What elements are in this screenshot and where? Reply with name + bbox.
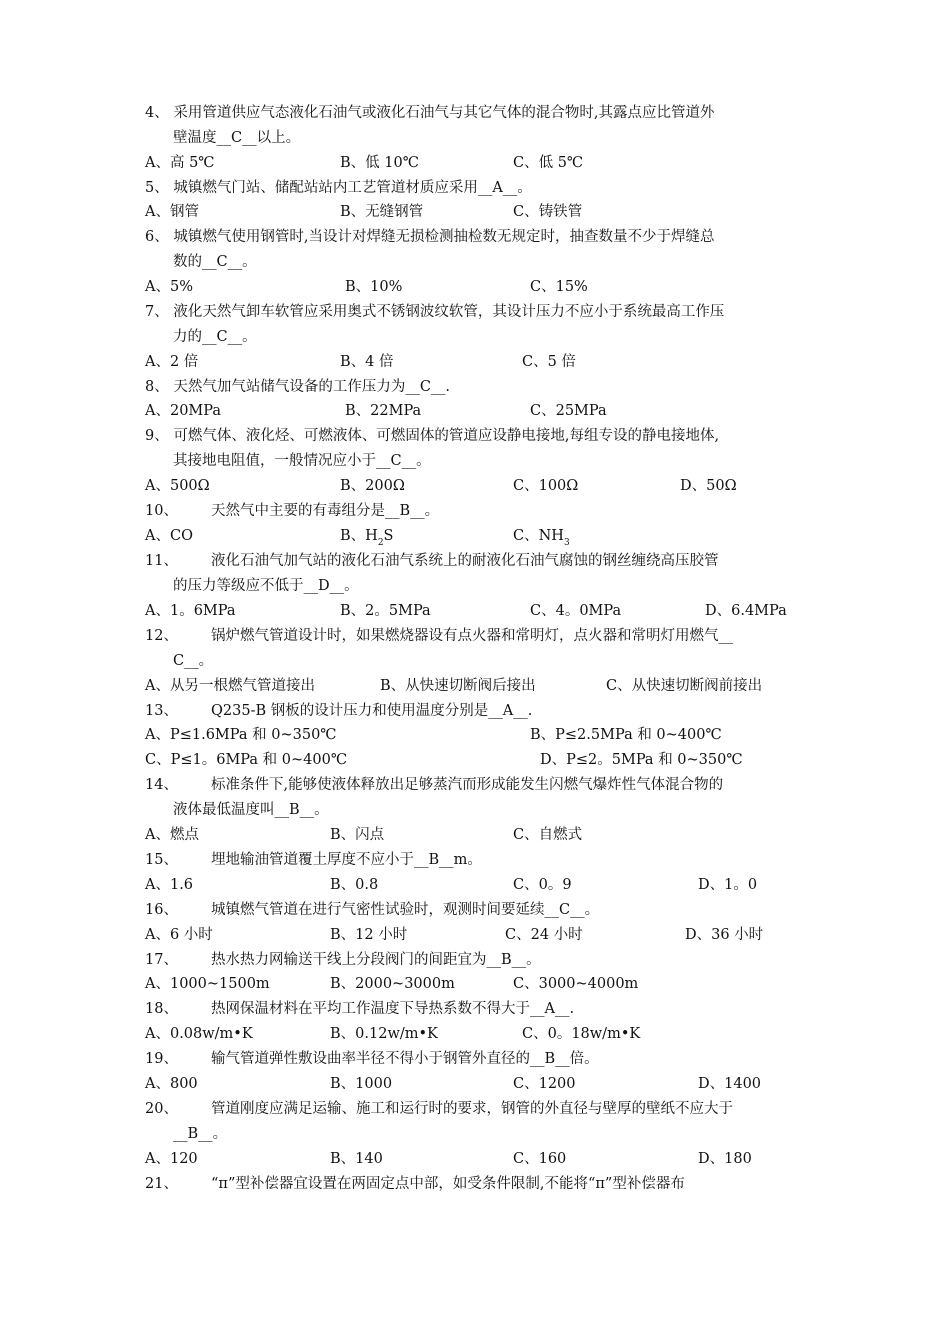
q19-option-a: A、800 [145,1076,198,1092]
q10-option-b-text: B、H [340,528,378,544]
q9-option-a: A、500Ω [145,478,210,494]
q17-option-c: C、3000~4000m [513,976,639,992]
q16-option-c: C、24 小时 [505,927,583,943]
question-13-text: Q235-B 钢板的设计压力和使用温度分别是__A__. [211,703,533,719]
q15-option-a: A、1.6 [145,877,194,893]
question-12-line-2: C__。 [173,653,214,669]
question-13-number: 13、 [145,703,178,719]
q4-option-a: A、高 5℃ [145,155,215,171]
q16-option-b: B、12 小时 [330,927,408,943]
q11-option-b: B、2。5MPa [340,603,431,619]
q18-option-a: A、0.08w/m•K [145,1026,253,1042]
question-9-line-2: 其接地电阻值，一般情况应小于__C__。 [173,453,431,469]
question-18-number: 18、 [145,1001,178,1017]
q19-option-c: C、1200 [513,1076,576,1092]
question-16-number: 16、 [145,902,178,918]
q20-option-c: C、160 [513,1151,567,1167]
question-9-line-1: 9、 可燃气体、液化烃、可燃液体、可燃固体的管道应设静电接地,每组专设的静电接地体, [145,428,720,444]
question-12-number: 12、 [145,628,178,644]
question-11-text: 液化石油气加气站的液化石油气系统上的耐液化石油气腐蚀的钢丝缠绕高压胶管 [211,553,719,569]
question-7-line-2: 力的__C__。 [173,329,257,345]
q14-option-c: C、自燃式 [513,827,583,843]
q10-option-b-subscript: 2 [377,538,384,548]
q7-option-a: A、2 倍 [145,354,199,370]
q11-option-c: C、4。0MPa [530,603,622,619]
q5-option-a: A、钢管 [145,204,199,220]
q10-option-c-text: C、NH [513,528,564,544]
q18-option-c: C、0。18w/m•K [522,1026,641,1042]
q5-option-b: B、无缝钢管 [340,204,424,220]
question-8-line-1: 8、 天然气加气站储气设备的工作压力为__C__. [145,379,451,395]
question-4-line-1: 4、 采用管道供应气态液化石油气或液化石油气与其它气体的混合物时,其露点应比管道外 [145,105,715,121]
q4-option-c: C、低 5℃ [513,155,584,171]
question-21-line-1 [145,1174,685,1194]
q13-option-d: D、P≤2。5MPa 和 0~350℃ [540,752,743,768]
q8-option-b: B、22MPa [345,403,422,419]
question-20-line-1 [145,1099,733,1119]
q14-option-b: B、闪点 [330,827,385,843]
question-20-text: 管道刚度应满足运输、施工和运行时的要求，钢管的外直径与壁厚的壁纸不应大于 [211,1101,733,1117]
q11-option-a: A、1。6MPa [145,603,236,619]
question-13-line-1 [145,701,532,721]
question-14-line-1 [145,775,723,795]
q8-option-a: A、20MPa [145,403,222,419]
question-5-line-1: 5、 城镇燃气门站、储配站站内工艺管道材质应采用__A__。 [145,180,532,196]
question-17-text: 热水热力网输送干线上分段阀门的间距宜为__B__。 [211,952,541,968]
question-6-line-1: 6、 城镇燃气使用钢管时,当设计对焊缝无损检测抽检数无规定时，抽查数量不少于焊缝总 [145,229,715,245]
q9-option-d: D、50Ω [680,478,737,494]
q14-option-a: A、燃点 [145,827,199,843]
q17-option-a: A、1000~1500m [145,976,270,992]
question-15-number: 15、 [145,852,178,868]
question-16-text: 城镇燃气管道在进行气密性试验时，观测时间要延续__C__。 [211,902,600,918]
q4-option-b: B、低 10℃ [340,155,419,171]
q16-option-a: A、6 小时 [145,927,213,943]
q13-option-b: B、P≤2.5MPa 和 0~400℃ [530,727,722,743]
question-19-number: 19、 [145,1051,178,1067]
question-20-number: 20、 [145,1101,178,1117]
q20-option-d: D、180 [698,1151,752,1167]
q9-option-c: C、100Ω [513,478,579,494]
question-11-line-1 [145,551,719,571]
question-21-text: “π”型补偿器宜设置在两固定点中部，如受条件限制,不能将“π”型补偿器布 [211,1176,685,1192]
q12-option-a: A、从另一根燃气管道接出 [145,678,315,694]
q15-option-d: D、1。0 [698,877,758,893]
q9-option-b: B、200Ω [340,478,405,494]
q10-option-c [513,526,570,553]
question-12-line-1 [145,626,733,646]
q5-option-c: C、铸铁管 [513,204,583,220]
question-10-line-1 [145,501,439,521]
question-18-text: 热网保温材料在平均工作温度下导热系数不得大于__A__. [211,1001,575,1017]
q12-option-c: C、从快速切断阀前接出 [606,678,763,694]
q19-option-b: B、1000 [330,1076,393,1092]
q12-option-b: B、从快速切断阀后接出 [380,678,536,694]
q19-option-d: D、1400 [698,1076,762,1092]
q10-option-c-subscript: 3 [563,538,570,548]
q18-option-b: B、0.12w/m•K [330,1026,438,1042]
question-11-line-2: 的压力等级应不低于__D__。 [173,578,359,594]
question-10-text: 天然气中主要的有毒组分是__B__。 [211,503,440,519]
q7-option-b: B、4 倍 [340,354,394,370]
question-6-line-2: 数的__C__。 [173,254,257,270]
q20-option-b: B、140 [330,1151,383,1167]
q17-option-b: B、2000~3000m [330,976,455,992]
question-19-line-1 [145,1049,599,1069]
question-16-line-1 [145,900,599,920]
q15-option-b: B、0.8 [330,877,379,893]
question-14-number: 14、 [145,777,178,793]
q11-option-d: D、6.4MPa [705,603,787,619]
question-10-number: 10、 [145,503,178,519]
question-11-number: 11、 [145,553,178,569]
q13-option-a: A、P≤1.6MPa 和 0~350℃ [145,727,337,743]
question-14-text: 标准条件下,能够使液体释放出足够蒸汽而形成能发生闪燃气爆炸性气体混合物的 [211,777,724,793]
question-7-line-1: 7、 液化天然气卸车软管应采用奥式不锈钢波纹软管，其设计压力不应小于系统最高工作压 [145,304,725,320]
question-20-line-2: __B__。 [173,1126,228,1142]
question-18-line-1 [145,999,574,1019]
q8-option-c: C、25MPa [530,403,607,419]
q6-option-c: C、15% [530,279,588,295]
q7-option-c: C、5 倍 [522,354,576,370]
q6-option-a: A、5% [145,279,193,295]
question-15-line-1 [145,850,482,870]
question-12-text: 锅炉燃气管道设计时，如果燃烧器设有点火器和常明灯，点火器和常明灯用燃气__ [211,628,733,644]
question-14-line-2: 液体最低温度叫__B__。 [173,802,329,818]
q13-option-c: C、P≤1。6MPa 和 0~400℃ [145,752,348,768]
q20-option-a: A、120 [145,1151,198,1167]
q16-option-d: D、36 小时 [685,927,764,943]
q6-option-b: B、10% [345,279,403,295]
q10-option-a: A、CO [145,528,193,544]
question-21-number: 21、 [145,1176,178,1192]
question-17-line-1 [145,950,541,970]
question-4-line-2: 壁温度__C__以上。 [173,130,301,146]
q10-option-b [340,526,393,553]
question-17-number: 17、 [145,952,178,968]
question-15-text: 埋地输油管道覆土厚度不应小于__B__m。 [211,852,482,868]
q10-option-b-suffix: S [383,528,394,544]
question-19-text: 输气管道弹性敷设曲率半径不得小于钢管外直径的__B__倍。 [211,1051,599,1067]
q15-option-c: C、0。9 [513,877,572,893]
